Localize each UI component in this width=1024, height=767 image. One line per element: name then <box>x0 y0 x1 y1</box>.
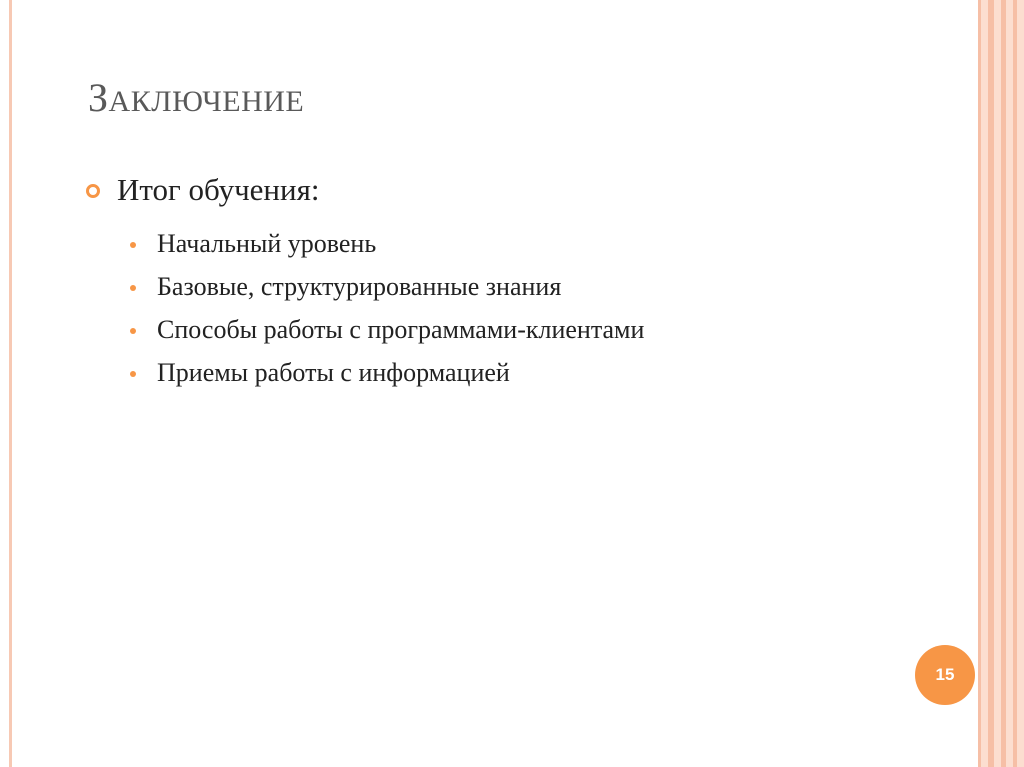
decorative-stripe <box>988 0 994 767</box>
dot-bullet-icon <box>130 242 136 248</box>
left-frame-line <box>9 0 12 767</box>
page-number: 15 <box>935 665 955 684</box>
list-item <box>130 351 644 394</box>
main-bullet-text: Итог обучения: <box>117 172 320 207</box>
decorative-stripe <box>1001 0 1006 767</box>
list-item <box>130 265 644 308</box>
sub-bullet-text: Способы работы с программами-клиентами <box>157 314 645 344</box>
sub-bullet-text: Начальный уровень <box>157 228 377 258</box>
dot-bullet-icon <box>130 328 136 334</box>
decorative-stripe <box>978 0 981 767</box>
decorative-stripe <box>1013 0 1017 767</box>
main-bullet-point <box>86 172 319 208</box>
page-number-badge <box>915 645 975 705</box>
sub-bullet-list <box>130 222 644 394</box>
sub-bullet-text: Приемы работы с информацией <box>157 357 510 387</box>
slide-title-initial: З <box>88 75 109 120</box>
slide-title-rest: АКЛЮЧЕНИЕ <box>108 85 305 118</box>
ring-bullet-icon <box>86 184 100 198</box>
dot-bullet-icon <box>130 285 136 291</box>
dot-bullet-icon <box>130 371 136 377</box>
slide-title <box>88 74 304 121</box>
list-item <box>130 308 644 351</box>
sub-bullet-text: Базовые, структурированные знания <box>157 271 562 301</box>
list-item <box>130 222 644 265</box>
